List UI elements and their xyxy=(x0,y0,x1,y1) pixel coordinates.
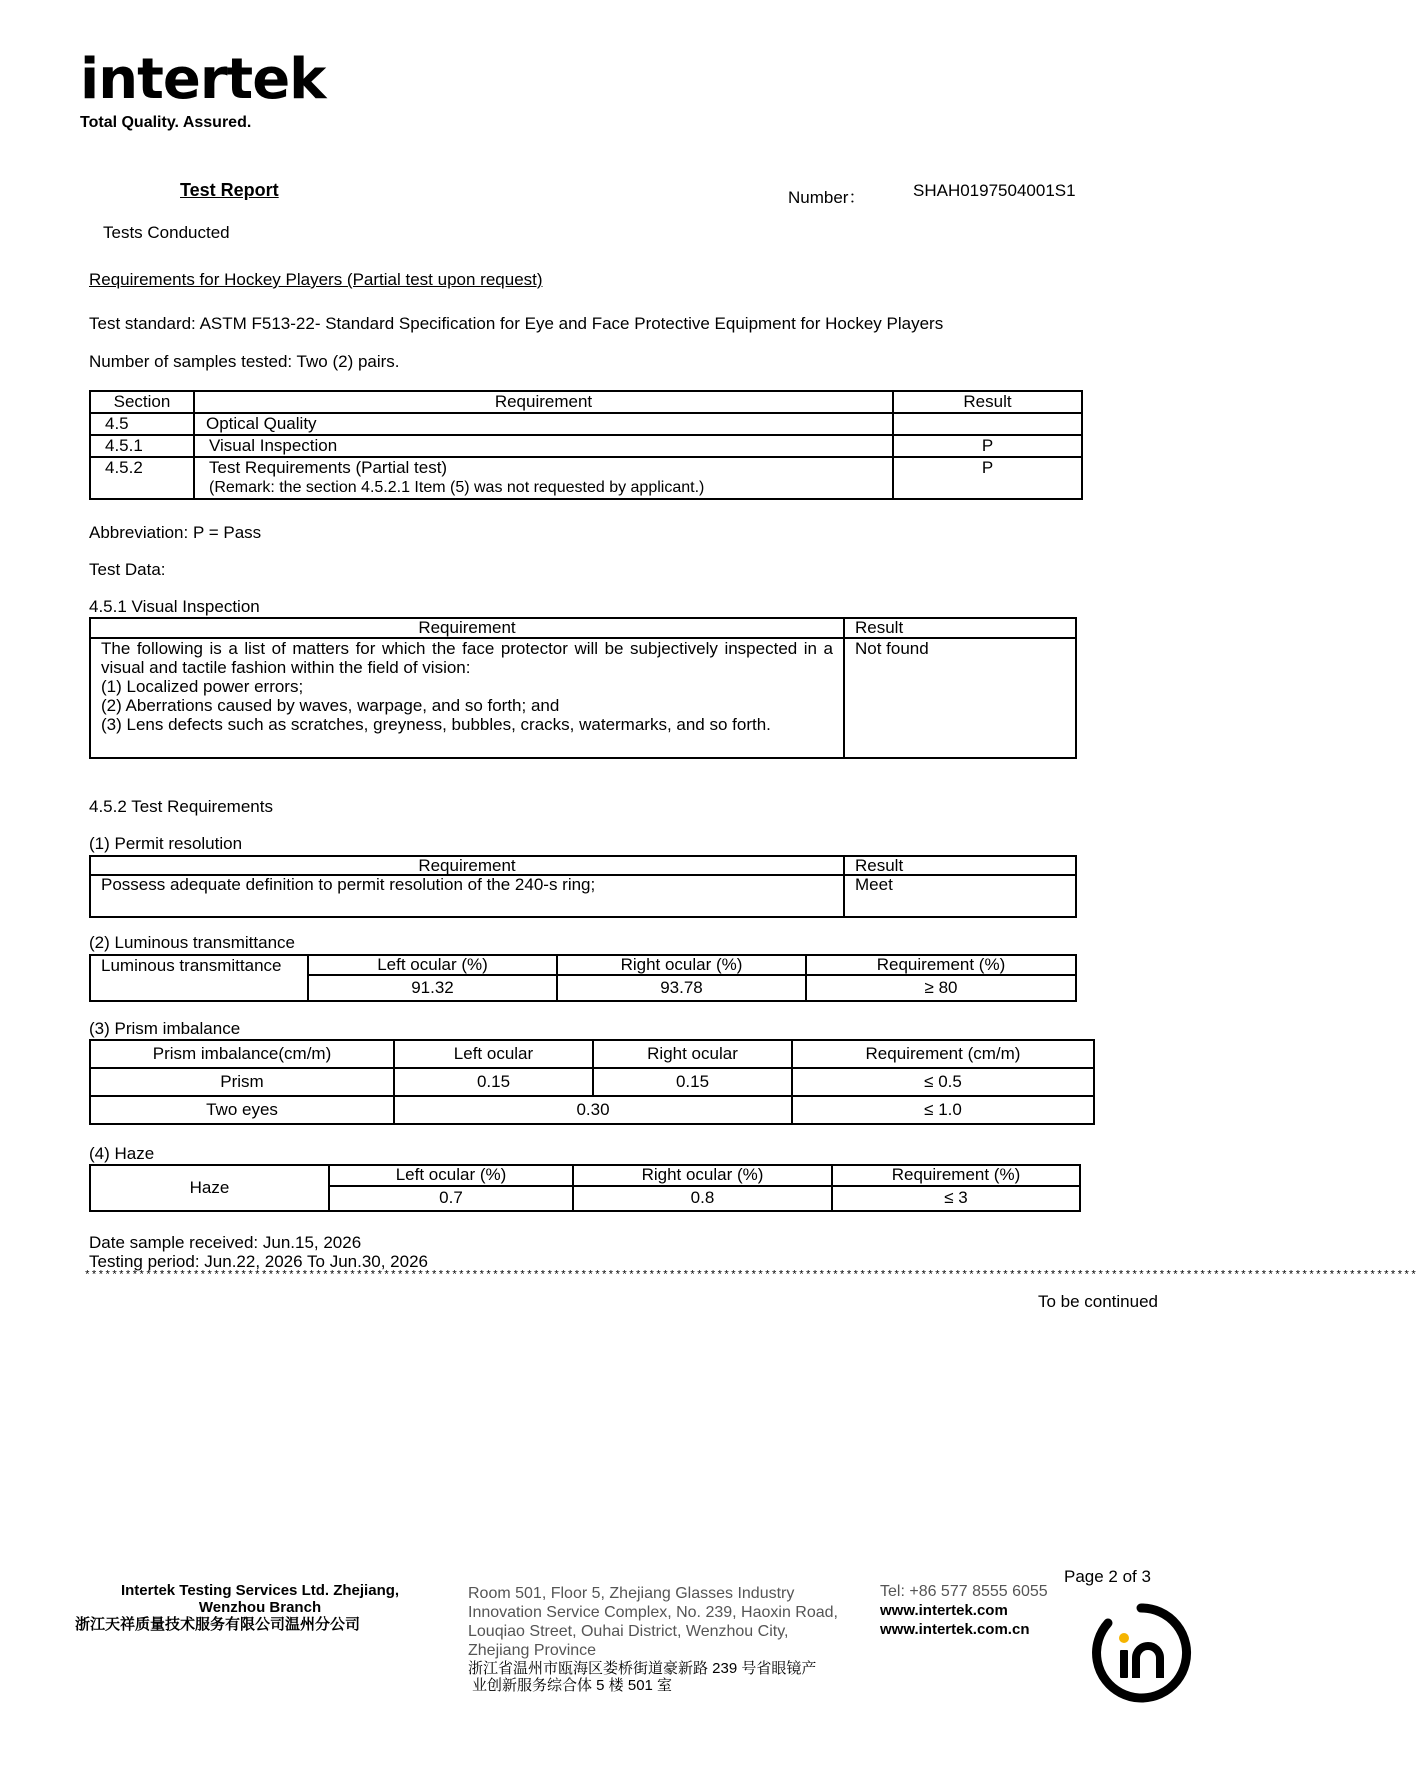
result-cell: P xyxy=(893,435,1082,457)
visual-item-3: (3) Lens defects such as scratches, greyness, bubbles, cracks, watermarks, and so forth. xyxy=(101,715,771,734)
date-received: Date sample received: Jun.15, 2026 xyxy=(89,1233,362,1252)
table-row xyxy=(90,1096,1094,1124)
intertek-logo xyxy=(80,47,326,132)
col-right-ocular: Right ocular (%) xyxy=(557,955,806,975)
haze-row-label: Haze xyxy=(90,1165,329,1211)
visual-heading: 4.5.1 Visual Inspection xyxy=(89,597,260,616)
col-requirement-header: Requirement xyxy=(90,856,844,875)
table-row xyxy=(90,1068,1094,1096)
address-line-4: Zhejiang Province xyxy=(468,1642,597,1659)
haze-table xyxy=(89,1164,1081,1212)
col-prism-label: Prism imbalance(cm/m) xyxy=(90,1040,394,1068)
separator-stars: **************************************************************************************************************************************************************************************************** xyxy=(84,1270,1417,1282)
footer-company xyxy=(70,1582,450,1633)
left-ocular-value: 0.15 xyxy=(394,1068,593,1096)
table-row xyxy=(90,413,1082,435)
requirement-cell: Visual Inspection xyxy=(194,435,893,457)
luminous-heading: (2) Luminous transmittance xyxy=(89,933,295,952)
footer-address xyxy=(468,1584,868,1694)
test-data-label: Test Data: xyxy=(89,560,166,579)
footer-contact xyxy=(880,1582,1048,1639)
col-requirement: Requirement (%) xyxy=(806,955,1076,975)
test-req-heading: 4.5.2 Test Requirements xyxy=(89,797,273,816)
col-left-ocular: Left ocular (%) xyxy=(308,955,557,975)
requirement-cell: Possess adequate definition to permit resolution of the 240-s ring; xyxy=(90,875,844,917)
table-row xyxy=(90,638,1076,758)
requirement-value: ≤ 0.5 xyxy=(792,1068,1094,1096)
right-ocular-value: 0.15 xyxy=(593,1068,792,1096)
two-eyes-label: Two eyes xyxy=(90,1096,394,1124)
requirement-cell xyxy=(90,638,844,758)
section-cell: 4.5 xyxy=(90,413,194,435)
address-line-2: Innovation Service Complex, No. 239, Haoxin Road, xyxy=(468,1604,838,1621)
prism-label: Prism xyxy=(90,1068,394,1096)
requirement-value: ≤ 1.0 xyxy=(792,1096,1094,1124)
tests-conducted: Tests Conducted xyxy=(103,223,230,242)
visual-intro: The following is a list of matters for which the face protector will be subjectively inspected in a visual and tactile fashion within the field of vision: xyxy=(101,639,833,677)
section-cell: 4.5.1 xyxy=(90,435,194,457)
prism-heading: (3) Prism imbalance xyxy=(89,1019,241,1038)
col-left-ocular: Left ocular xyxy=(394,1040,593,1068)
table-row xyxy=(90,457,1082,499)
report-title: Test Report xyxy=(180,180,279,200)
result-cell: Not found xyxy=(844,638,1076,758)
col-right-ocular: Right ocular (%) xyxy=(573,1165,832,1186)
result-cell xyxy=(893,413,1082,435)
col-result-header: Result xyxy=(844,856,1076,875)
col-result-header: Result xyxy=(893,391,1082,413)
col-result-header: Result xyxy=(844,618,1076,638)
website-com: www.intertek.com xyxy=(880,1602,1008,1619)
table-row xyxy=(90,435,1082,457)
website-cn: www.intertek.com.cn xyxy=(880,1621,1030,1638)
intertek-in-logo-icon xyxy=(1088,1600,1194,1706)
address-line-3: Louqiao Street, Ouhai District, Wenzhou City, xyxy=(468,1623,789,1640)
samples-tested: Number of samples tested: Two (2) pairs. xyxy=(89,352,400,371)
col-requirement: Requirement (cm/m) xyxy=(792,1040,1094,1068)
prism-table xyxy=(89,1039,1095,1125)
requirement-value: ≥ 80 xyxy=(806,975,1076,1001)
company-name-en: Intertek Testing Services Ltd. Zhejiang, xyxy=(120,1582,400,1599)
address-cn-2: 业创新服务综合体 5 楼 501 室 xyxy=(472,1677,673,1694)
permit-table xyxy=(89,855,1077,918)
summary-table xyxy=(89,390,1083,500)
logo-wordmark: intertek xyxy=(80,47,326,112)
two-eyes-value: 0.30 xyxy=(394,1096,792,1124)
section-cell: 4.5.2 xyxy=(90,457,194,499)
visual-item-1: (1) Localized power errors; xyxy=(101,677,304,696)
col-requirement-header: Requirement xyxy=(90,618,844,638)
right-ocular-value: 93.78 xyxy=(557,975,806,1001)
col-left-ocular: Left ocular (%) xyxy=(329,1165,573,1186)
table-row xyxy=(90,875,1076,917)
luminous-table xyxy=(89,954,1077,1002)
right-ocular-value: 0.8 xyxy=(573,1186,832,1211)
number-label: Number： xyxy=(788,188,866,207)
requirement-remark: (Remark: the section 4.5.2.1 Item (5) was not requested by applicant.) xyxy=(209,479,705,496)
address-line-1: Room 501, Floor 5, Zhejiang Glasses Industry xyxy=(468,1585,795,1602)
col-right-ocular: Right ocular xyxy=(593,1040,792,1068)
report-number: SHAH0197504001S1 xyxy=(913,181,1076,200)
result-cell: P xyxy=(893,457,1082,499)
visual-item-2: (2) Aberrations caused by waves, warpage, and so forth; and xyxy=(101,696,560,715)
requirements-heading: Requirements for Hockey Players (Partial test upon request) xyxy=(89,270,543,289)
company-branch: Wenzhou Branch xyxy=(198,1599,322,1616)
address-cn-1: 浙江省温州市瓯海区娄桥街道豪新路 239 号省眼镜产 xyxy=(468,1660,817,1677)
page-number: Page 2 of 3 xyxy=(1064,1567,1151,1586)
col-requirement-header: Requirement xyxy=(194,391,893,413)
visual-table xyxy=(89,617,1077,759)
test-standard: Test standard: ASTM F513-22- Standard Specification for Eye and Face Protective Equipment for Hockey Players xyxy=(89,314,944,333)
left-ocular-value: 91.32 xyxy=(308,975,557,1001)
testing-period: Testing period: Jun.22, 2026 To Jun.30, 2026 xyxy=(89,1252,428,1271)
haze-heading: (4) Haze xyxy=(89,1144,155,1163)
col-requirement: Requirement (%) xyxy=(832,1165,1080,1186)
logo-tagline: Total Quality. Assured. xyxy=(80,114,252,131)
company-name-cn: 浙江天祥质量技术服务有限公司温州分公司 xyxy=(75,1616,361,1633)
requirement-cell: Optical Quality xyxy=(194,413,893,435)
requirement-text: Test Requirements (Partial test) xyxy=(209,458,448,477)
permit-heading: (1) Permit resolution xyxy=(89,834,243,853)
requirement-value: ≤ 3 xyxy=(832,1186,1080,1211)
to-be-continued: To be continued xyxy=(1037,1292,1158,1311)
luminous-row-label: Luminous transmittance xyxy=(90,955,308,1001)
left-ocular-value: 0.7 xyxy=(329,1186,573,1211)
col-section-header: Section xyxy=(90,391,194,413)
abbreviation: Abbreviation: P = Pass xyxy=(89,523,262,542)
result-cell: Meet xyxy=(844,875,1076,917)
requirement-cell xyxy=(194,457,893,499)
telephone: Tel: +86 577 8555 6055 xyxy=(880,1583,1048,1600)
